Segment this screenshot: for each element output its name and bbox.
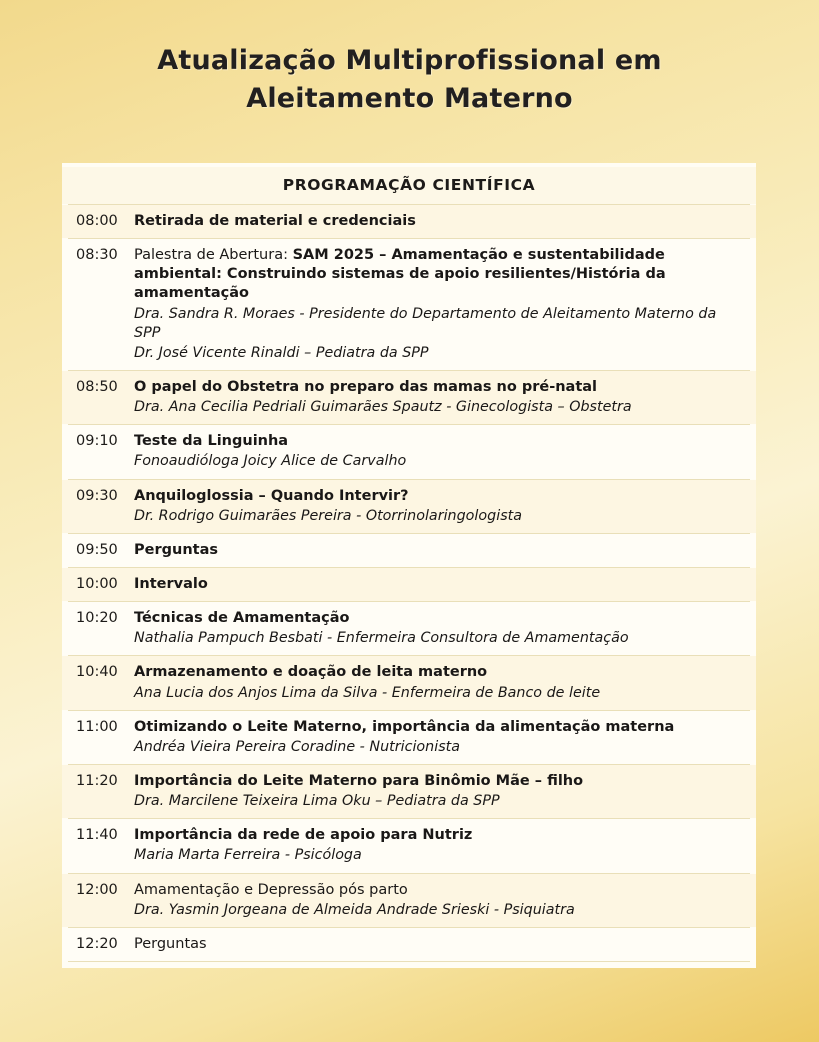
row-speaker: Dra. Ana Cecilia Pedriali Guimarães Spautz - Ginecologista – Obstetra: [134, 399, 632, 416]
row-detail: [134, 541, 746, 560]
row-title: [134, 826, 746, 845]
row-detail: [134, 826, 746, 865]
row-title: [134, 487, 746, 506]
table-row: [62, 425, 756, 478]
program-card-header: PROGRAMAÇÃO CIENTÍFICA: [62, 167, 756, 204]
row-time: 11:00: [76, 718, 118, 735]
row-detail: [134, 575, 746, 594]
row-title: [134, 935, 746, 954]
row-detail: [134, 487, 746, 526]
row-detail: [134, 772, 746, 811]
table-row: [62, 371, 756, 424]
row-detail: [134, 935, 746, 954]
row-title-lead: Amamentação e Depressão pós parto: [134, 881, 408, 898]
row-title-lead: Palestra de Abertura:: [134, 247, 293, 264]
row-title: [134, 432, 746, 451]
row-detail: [134, 378, 746, 417]
row-speaker: Dr. Rodrigo Guimarães Pereira - Otorrinolaringologista: [134, 507, 523, 524]
program-card: [62, 163, 756, 968]
row-title: [134, 575, 746, 594]
row-title-bold: Intervalo: [134, 576, 208, 593]
row-speaker: Dra. Marcilene Teixeira Lima Oku – Pediatra da SPP: [134, 793, 500, 810]
row-title-bold: SAM 2025 – Amamentação e sustentabilidade ambiental: Construindo sistemas de apoio resilientes/História da amamentação: [134, 247, 666, 302]
page-title: Atualização Multiprofissional em Aleitamento Materno: [157, 45, 662, 115]
row-time: 09:50: [76, 541, 118, 558]
row-title-bold: Armazenamento e doação de leita materno: [134, 664, 488, 681]
row-title: [134, 378, 746, 397]
row-speaker: Fonoaudióloga Joicy Alice de Carvalho: [134, 453, 407, 470]
row-title-bold: Anquiloglossia – Quando Intervir?: [134, 487, 409, 504]
row-time: 10:40: [76, 664, 118, 681]
row-time: 08:00: [76, 213, 118, 230]
row-detail: [134, 212, 746, 231]
row-title-bold: Retirada de material e credenciais: [134, 213, 416, 230]
divider: [68, 961, 750, 962]
row-title-bold: Importância do Leite Materno para Binômio Mãe – filho: [134, 772, 584, 789]
table-row: [62, 928, 756, 961]
table-row: [62, 239, 756, 370]
row-title-bold: Otimizando o Leite Materno, importância da alimentação materna: [134, 718, 675, 735]
row-title: [134, 881, 746, 900]
row-title: [134, 663, 746, 682]
row-speaker: Dra. Yasmin Jorgeana de Almeida Andrade Srieski - Psiquiatra: [134, 901, 575, 918]
table-row: [62, 534, 756, 567]
row-title: [134, 718, 746, 737]
program-rows: [62, 205, 756, 962]
row-time: 10:20: [76, 610, 118, 627]
row-time: 12:00: [76, 881, 118, 898]
row-title-bold: Técnicas de Amamentação: [134, 610, 350, 627]
row-title-lead: Perguntas: [134, 935, 207, 952]
table-row: [62, 656, 756, 709]
table-row: [62, 874, 756, 927]
row-time: 08:30: [76, 247, 118, 264]
row-speaker: Maria Marta Ferreira - Psicóloga: [134, 847, 362, 864]
row-detail: [134, 881, 746, 920]
row-detail: [134, 609, 746, 648]
row-detail: [134, 432, 746, 471]
row-speaker: Dr. José Vicente Rinaldi – Pediatra da SPP: [134, 344, 429, 361]
row-speaker: Ana Lucia dos Anjos Lima da Silva - Enfermeira de Banco de leite: [134, 684, 601, 701]
row-speaker: Andréa Vieira Pereira Coradine - Nutricionista: [134, 738, 461, 755]
row-title-bold: Importância da rede de apoio para Nutriz: [134, 827, 473, 844]
row-speaker: Nathalia Pampuch Besbati - Enfermeira Consultora de Amamentação: [134, 630, 629, 647]
row-title: [134, 609, 746, 628]
table-row: [62, 711, 756, 764]
row-title-bold: Perguntas: [134, 541, 218, 558]
row-detail: [134, 718, 746, 757]
row-time: 12:20: [76, 935, 118, 952]
row-title-bold: O papel do Obstetra no preparo das mamas no pré-natal: [134, 379, 598, 396]
row-time: 08:50: [76, 379, 118, 396]
row-title: [134, 212, 746, 231]
row-detail: [134, 663, 746, 702]
row-title: [134, 772, 746, 791]
row-title-bold: Teste da Linguinha: [134, 433, 289, 450]
row-time: 09:10: [76, 433, 118, 450]
table-row: [62, 568, 756, 601]
table-row: [62, 602, 756, 655]
row-time: 11:40: [76, 827, 118, 844]
row-time: 09:30: [76, 487, 118, 504]
row-detail: [134, 246, 746, 363]
table-row: [62, 205, 756, 238]
row-speaker: Dra. Sandra R. Moraes - Presidente do Departamento de Aleitamento Materno da SPP: [134, 305, 717, 341]
row-title: [134, 246, 746, 303]
table-row: [62, 765, 756, 818]
row-title: [134, 541, 746, 560]
row-time: 11:20: [76, 772, 118, 789]
table-row: [62, 819, 756, 872]
row-time: 10:00: [76, 576, 118, 593]
table-row: [62, 480, 756, 533]
